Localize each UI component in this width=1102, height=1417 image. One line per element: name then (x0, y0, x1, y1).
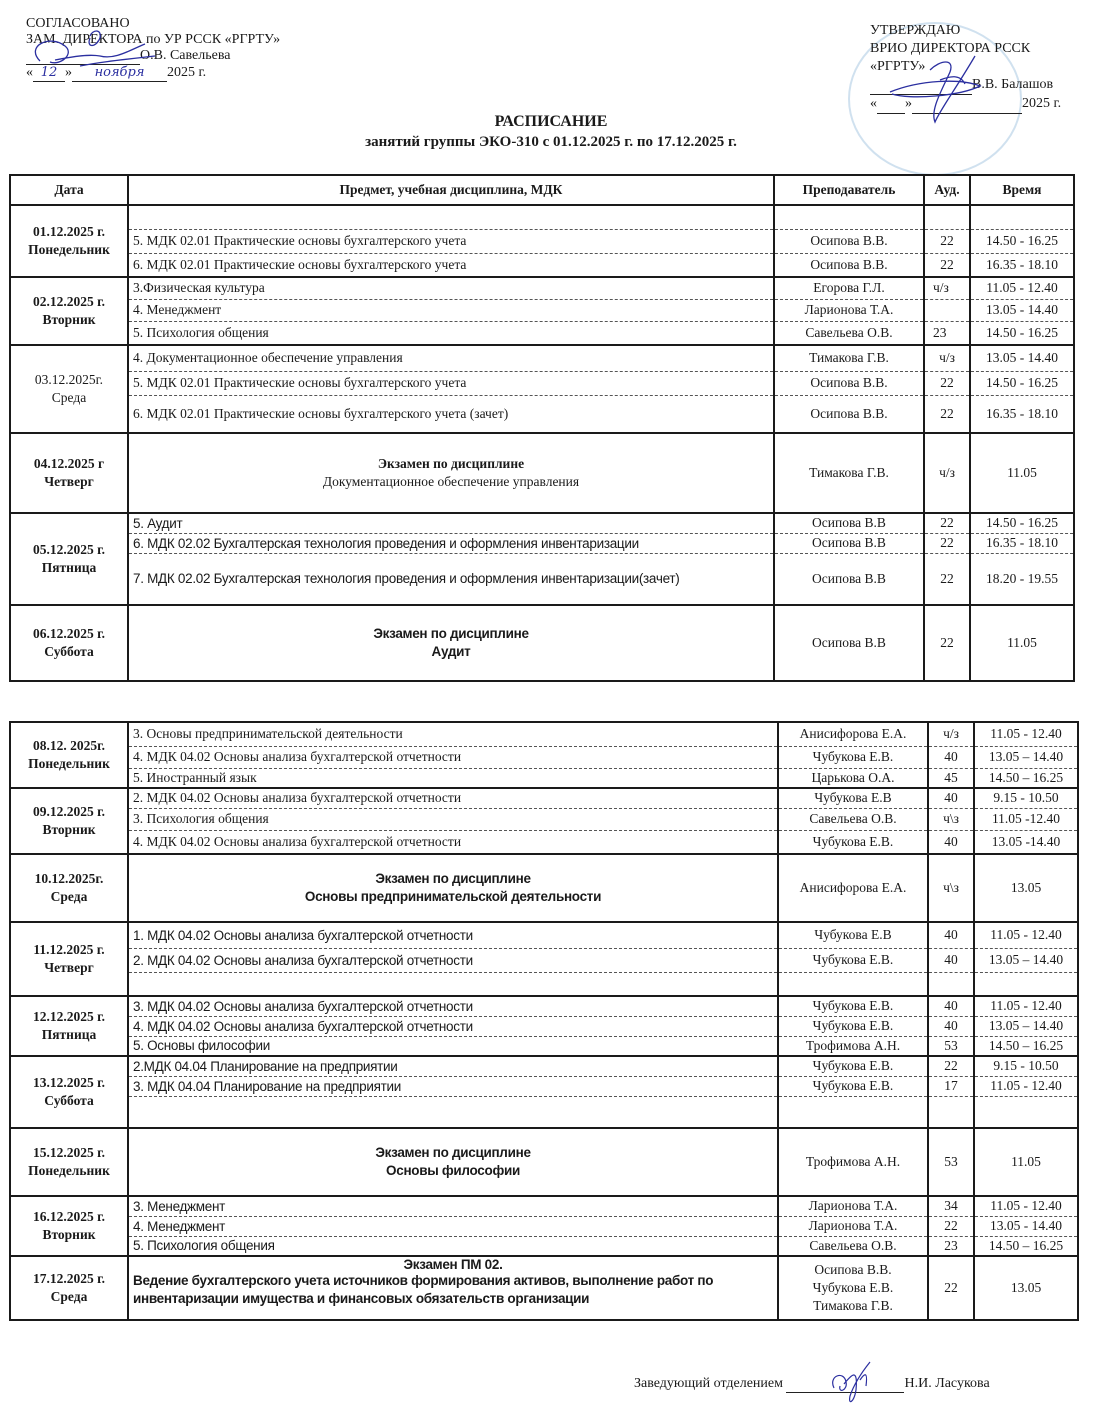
teacher-cell: Трофимова А.Н. (778, 1128, 928, 1196)
date-value: 06.12.2025 г. (32, 626, 106, 641)
date-cell (10, 205, 128, 277)
teacher-cell: Ларионова Т.А. (778, 1216, 928, 1236)
time-cell: 11.05 - 12.40 (974, 1076, 1078, 1096)
subject-cell: 2. МДК 04.02 Основы анализа бухгалтерской отчетности (128, 948, 778, 972)
room-cell (924, 205, 970, 229)
date-value: 17.12.2025 г. (32, 1271, 106, 1286)
approval-approved-block (870, 22, 1061, 114)
room-cell: 53 (928, 1036, 974, 1056)
teacher-cell: Савельева О.В. (778, 808, 928, 830)
lesson-row (10, 321, 1074, 345)
subject-cell (128, 205, 774, 229)
time-cell: 14.50 - 16.25 (970, 513, 1074, 533)
subject-cell: 4. МДК 04.02 Основы анализа бухгалтерской отчетности (128, 746, 778, 768)
lesson-row (10, 788, 1078, 808)
subject-cell: 3. Менеджмент (128, 1196, 778, 1216)
lesson-row (10, 345, 1074, 371)
room-cell: 40 (928, 746, 974, 768)
time-cell: 16.35 - 18.10 (970, 533, 1074, 553)
teacher-cell: Осипова В.В. (774, 395, 924, 433)
teacher-cell: Чубукова Е.В. (778, 996, 928, 1016)
subject-cell: 5. МДК 02.01 Практические основы бухгалтерского учета (128, 371, 774, 395)
room-cell: 22 (924, 229, 970, 253)
teacher-cell: Анисифорова Е.А. (778, 722, 928, 746)
header-teacher: Преподаватель (774, 175, 924, 205)
room-cell: 40 (928, 1016, 974, 1036)
header-date: Дата (10, 175, 128, 205)
lesson-row (10, 1096, 1078, 1128)
teacher-cell: Ларионова Т.А. (774, 299, 924, 321)
subject-cell: 3. Основы предпринимательской деятельности (128, 722, 778, 746)
exam-heading: Экзамен по дисциплине (375, 871, 531, 886)
weekday: Понедельник (28, 756, 110, 771)
exam-discipline: Аудит (431, 644, 471, 659)
exam-cell (128, 605, 774, 681)
subject-cell: 5. Психология общения (128, 1236, 778, 1256)
lesson-row (10, 922, 1078, 948)
teacher-cell: Ларионова Т.А. (778, 1196, 928, 1216)
room-cell: 40 (928, 996, 974, 1016)
room-cell: 53 (928, 1128, 974, 1196)
teacher-cell: Чубукова Е.В. (778, 1076, 928, 1096)
lesson-row (10, 533, 1074, 553)
title-subtitle: занятий группы ЭКО-310 с 01.12.2025 г. по 17.12.2025 г. (365, 134, 737, 150)
agreed-date: « 12 » ноября 2025 г. (26, 65, 207, 80)
teacher-cell: Осипова В.В (774, 553, 924, 605)
teacher-cell: Чубукова Е.В. (778, 746, 928, 768)
room-cell (924, 299, 970, 321)
time-cell: 11.05 - 12.40 (970, 277, 1074, 299)
teacher-cell: Осипова В.В (774, 533, 924, 553)
approval-agreed-block (26, 16, 280, 82)
date-value: 16.12.2025 г. (32, 1209, 106, 1224)
subject-cell: 4. Документационное обеспечение управления (128, 345, 774, 371)
room-cell: 22 (924, 395, 970, 433)
date-value: 01.12.2025 г. (32, 224, 106, 239)
date-value: 13.12.2025 г. (32, 1075, 106, 1090)
teacher-cell: Савельева О.В. (778, 1236, 928, 1256)
lesson-row (10, 1016, 1078, 1036)
lesson-row (10, 830, 1078, 854)
room-cell: 22 (924, 371, 970, 395)
teacher-cell (774, 205, 924, 229)
final-exam-row (10, 1256, 1078, 1320)
exam-cell (128, 433, 774, 513)
date-value: 10.12.2025г. (34, 871, 104, 886)
weekday: Суббота (44, 1093, 94, 1108)
subject-cell: 6. МДК 02.01 Практические основы бухгалтерского учета (зачет) (128, 395, 774, 433)
room-cell: 22 (924, 253, 970, 277)
teacher-name: Осипова В.В. (814, 1262, 892, 1277)
lesson-row (10, 996, 1078, 1016)
date-cell (10, 722, 128, 788)
time-cell: 13.05 -14.40 (974, 830, 1078, 854)
subject-cell: 5. Психология общения (128, 321, 774, 345)
room-cell: 45 (928, 768, 974, 788)
subject-cell: 4. Менеджмент (128, 1216, 778, 1236)
date-value: 05.12.2025 г. (32, 542, 106, 557)
time-cell: 11.05 (970, 433, 1074, 513)
time-cell: 13.05 - 14.40 (974, 1216, 1078, 1236)
weekday: Среда (50, 889, 88, 904)
time-cell: 11.05 (974, 1128, 1078, 1196)
room-cell: 40 (928, 948, 974, 972)
lesson-row (10, 253, 1074, 277)
weekday: Вторник (42, 822, 96, 837)
agreed-position: ЗАМ. ДИРЕКТОРА по УР РССК «РГРТУ» (26, 32, 281, 47)
lesson-row (10, 808, 1078, 830)
room-cell: 34 (928, 1196, 974, 1216)
room-cell: ч\з (928, 808, 974, 830)
weekday: Четверг (44, 960, 94, 975)
exam-discipline: Ведение бухгалтерского учета источников формирования активов, выполнение работ по инвентаризации имущества и финансовых обязательств организации (133, 1273, 714, 1306)
exam-heading: Экзамен по дисциплине (377, 456, 525, 471)
time-cell: 13.05 (974, 854, 1078, 922)
exam-row (10, 605, 1074, 681)
teacher-cell: Тимакова Г.В. (774, 433, 924, 513)
date-cell (10, 1056, 128, 1128)
subject-cell (128, 1096, 778, 1128)
lesson-row (10, 205, 1074, 229)
weekday: Среда (51, 390, 87, 405)
time-cell: 11.05 (970, 605, 1074, 681)
teacher-cell: Царькова О.А. (778, 768, 928, 788)
teacher-cell: Тимакова Г.В. (774, 345, 924, 371)
lesson-row (10, 1056, 1078, 1076)
room-cell: 22 (924, 553, 970, 605)
subject-cell: 1. МДК 04.02 Основы анализа бухгалтерской отчетности (128, 922, 778, 948)
exam-discipline: Документационное обеспечение управления (322, 474, 580, 489)
teacher-cell: Чубукова Е.В. (778, 830, 928, 854)
teacher-cell (778, 1096, 928, 1128)
teacher-cell: Чубукова Е.В. (778, 948, 928, 972)
exam-discipline: Основы философии (386, 1163, 520, 1178)
header-time: Время (970, 175, 1074, 205)
subject-cell: 5. Основы философии (128, 1036, 778, 1056)
time-cell: 11.05 - 12.40 (974, 996, 1078, 1016)
approved-org: «РГРТУ» (870, 59, 926, 74)
time-cell: 11.05 -12.40 (974, 808, 1078, 830)
subject-cell: 5. МДК 02.01 Практические основы бухгалтерского учета (128, 229, 774, 253)
subject-cell: 3. МДК 04.02 Основы анализа бухгалтерской отчетности (128, 996, 778, 1016)
footer-name: Н.И. Ласукова (904, 1376, 990, 1391)
subject-cell: 2.МДК 04.04 Планирование на предприятии (128, 1056, 778, 1076)
teacher-cell: Осипова В.В (774, 513, 924, 533)
lesson-row (10, 299, 1074, 321)
teacher-cell (778, 1256, 928, 1320)
weekday: Понедельник (28, 1163, 110, 1178)
teacher-cell (778, 972, 928, 996)
approved-date-year: 2025 г. (1022, 96, 1062, 111)
time-cell: 14.50 – 16.25 (974, 1036, 1078, 1056)
room-cell: ч\з (928, 854, 974, 922)
room-cell: 40 (928, 922, 974, 948)
date-value: 11.12.2025 г. (33, 942, 105, 957)
date-cell (10, 513, 128, 605)
schedule-table-week1 (9, 174, 1075, 682)
document-title (0, 112, 1102, 152)
lesson-row (10, 948, 1078, 972)
room-cell: ч/з (924, 277, 970, 299)
header-subject: Предмет, учебная дисциплина, МДК (128, 175, 774, 205)
time-cell: 14.50 – 16.25 (974, 1236, 1078, 1256)
date-cell (10, 345, 128, 433)
date-value: 02.12.2025 г. (32, 294, 106, 309)
agreed-name: О.В. Савельева (140, 48, 231, 63)
weekday: Пятница (41, 560, 97, 575)
lesson-row (10, 972, 1078, 996)
agreed-label: СОГЛАСОВАНО (26, 16, 130, 31)
exam-heading: Экзамен по дисциплине (373, 626, 529, 641)
subject-cell: 6. МДК 02.01 Практические основы бухгалтерского учета (128, 253, 774, 277)
time-cell: 14.50 - 16.25 (970, 229, 1074, 253)
room-cell (928, 1096, 974, 1128)
date-cell (10, 788, 128, 854)
time-cell (974, 972, 1078, 996)
date-cell (10, 605, 128, 681)
weekday: Четверг (44, 474, 94, 489)
exam-cell (128, 854, 778, 922)
exam-cell (128, 1128, 778, 1196)
time-cell: 14.50 - 16.25 (970, 321, 1074, 345)
room-cell: 22 (924, 513, 970, 533)
table-header-row (10, 175, 1074, 205)
exam-row (10, 1128, 1078, 1196)
subject-cell: 5. Аудит (128, 513, 774, 533)
lesson-row (10, 371, 1074, 395)
room-cell: 23 (924, 321, 970, 345)
teacher-cell: Анисифорова Е.А. (778, 854, 928, 922)
time-cell: 9.15 - 10.50 (974, 1056, 1078, 1076)
room-cell: 22 (928, 1056, 974, 1076)
subject-cell: 4. МДК 04.02 Основы анализа бухгалтерской отчетности (128, 1016, 778, 1036)
teacher-name: Тимакова Г.В. (813, 1298, 893, 1313)
room-cell: 23 (928, 1236, 974, 1256)
exam-row (10, 854, 1078, 922)
subject-cell: 2. МДК 04.02 Основы анализа бухгалтерской отчетности (128, 788, 778, 808)
lesson-row (10, 768, 1078, 788)
date-value: 12.12.2025 г. (32, 1009, 106, 1024)
date-cell (10, 1256, 128, 1320)
exam-row (10, 433, 1074, 513)
date-value: 03.12.2025г. (34, 372, 104, 387)
time-cell: 13.05 – 14.40 (974, 948, 1078, 972)
approved-name: В.В. Балашов (972, 77, 1054, 92)
subject-cell: 6. МДК 02.02 Бухгалтерская технология проведения и оформления инвентаризации (128, 533, 774, 553)
schedule-table-week2 (9, 721, 1079, 1321)
room-cell: 22 (924, 605, 970, 681)
time-cell: 11.05 - 12.40 (974, 922, 1078, 948)
title-main: РАСПИСАНИЕ (494, 113, 608, 130)
lesson-row (10, 1036, 1078, 1056)
approved-label: УТВЕРЖДАЮ (870, 23, 961, 38)
time-cell: 13.05 – 14.40 (974, 1016, 1078, 1036)
room-cell: 22 (924, 533, 970, 553)
time-cell: 16.35 - 18.10 (970, 395, 1074, 433)
teacher-cell: Чубукова Е.В (778, 788, 928, 808)
lesson-row (10, 513, 1074, 533)
lesson-row (10, 229, 1074, 253)
teacher-cell: Осипова В.В. (774, 371, 924, 395)
agreed-date-year: 2025 г. (167, 65, 207, 80)
header-room: Ауд. (924, 175, 970, 205)
lesson-row (10, 746, 1078, 768)
teacher-cell: Савельева О.В. (774, 321, 924, 345)
room-cell: ч/з (924, 433, 970, 513)
teacher-cell: Трофимова А.Н. (778, 1036, 928, 1056)
lesson-row (10, 553, 1074, 605)
time-cell: 16.35 - 18.10 (970, 253, 1074, 277)
lesson-row (10, 1196, 1078, 1216)
room-cell: 40 (928, 830, 974, 854)
lesson-row (10, 1076, 1078, 1096)
lesson-row (10, 1216, 1078, 1236)
weekday: Понедельник (28, 242, 110, 257)
date-value: 08.12. 2025г. (32, 738, 106, 753)
teacher-name: Чубукова Е.В. (812, 1280, 894, 1295)
time-cell: 9.15 - 10.50 (974, 788, 1078, 808)
time-cell: 14.50 - 16.25 (970, 371, 1074, 395)
time-cell: 11.05 - 12.40 (974, 1196, 1078, 1216)
lesson-row (10, 722, 1078, 746)
date-cell (10, 922, 128, 996)
room-cell (928, 972, 974, 996)
room-cell: 22 (928, 1256, 974, 1320)
subject-cell: 5. Иностранный язык (128, 768, 778, 788)
room-cell: 22 (928, 1216, 974, 1236)
date-value: 04.12.2025 г (33, 456, 105, 471)
date-cell (10, 1128, 128, 1196)
agreed-date-month: ноября (72, 65, 167, 82)
teacher-cell: Осипова В.В. (774, 229, 924, 253)
time-cell: 11.05 - 12.40 (974, 722, 1078, 746)
room-cell: 17 (928, 1076, 974, 1096)
lesson-row (10, 1236, 1078, 1256)
date-cell (10, 996, 128, 1056)
subject-cell: 7. МДК 02.02 Бухгалтерская технология проведения и оформления инвентаризации(зачет) (128, 553, 774, 605)
time-cell (970, 205, 1074, 229)
time-cell (974, 1096, 1078, 1128)
footer-position: Заведующий отделением (634, 1376, 783, 1391)
subject-cell: 3. Психология общения (128, 808, 778, 830)
room-cell: 40 (928, 788, 974, 808)
teacher-cell: Осипова В.В (774, 605, 924, 681)
lesson-row (10, 395, 1074, 433)
date-cell (10, 1196, 128, 1256)
subject-cell: 3. МДК 04.04 Планирование на предприятии (128, 1076, 778, 1096)
time-cell: 13.05 - 14.40 (970, 345, 1074, 371)
room-cell: ч/з (924, 345, 970, 371)
subject-cell: 4. МДК 04.02 Основы анализа бухгалтерской отчетности (128, 830, 778, 854)
subject-cell: 3.Физическая культура (128, 277, 774, 299)
subject-cell: 4. Менеджмент (128, 299, 774, 321)
agreed-date-day: 12 (33, 65, 65, 82)
exam-heading: Экзамен по дисциплине (375, 1145, 531, 1160)
time-cell: 13.05 – 14.40 (974, 746, 1078, 768)
weekday: Пятница (41, 1027, 97, 1042)
date-cell (10, 854, 128, 922)
date-value: 09.12.2025 г. (32, 804, 106, 819)
date-cell (10, 277, 128, 345)
exam-cell (128, 1256, 778, 1320)
weekday: Суббота (44, 644, 94, 659)
footer-signature (634, 1376, 990, 1393)
subject-cell (128, 972, 778, 996)
time-cell: 18.20 - 19.55 (970, 553, 1074, 605)
exam-discipline: Основы предпринимательской деятельности (304, 889, 602, 904)
approved-date: « » 2025 г. (870, 95, 1061, 114)
time-cell: 14.50 – 16.25 (974, 768, 1078, 788)
weekday: Вторник (42, 312, 96, 327)
teacher-cell: Осипова В.В. (774, 253, 924, 277)
teacher-cell: Чубукова Е.В (778, 922, 928, 948)
teacher-cell: Чубукова Е.В. (778, 1016, 928, 1036)
teacher-cell: Чубукова Е.В. (778, 1056, 928, 1076)
room-cell: ч/з (928, 722, 974, 746)
time-cell: 13.05 (974, 1256, 1078, 1320)
teacher-cell: Егорова Г.Л. (774, 277, 924, 299)
approved-position: ВРИО ДИРЕКТОРА РССК (870, 41, 1031, 56)
time-cell: 13.05 - 14.40 (970, 299, 1074, 321)
weekday: Вторник (42, 1227, 96, 1242)
exam-heading: Экзамен ПМ 02. (403, 1257, 503, 1272)
date-value: 15.12.2025 г. (32, 1145, 106, 1160)
date-cell (10, 433, 128, 513)
weekday: Среда (50, 1289, 88, 1304)
lesson-row (10, 277, 1074, 299)
